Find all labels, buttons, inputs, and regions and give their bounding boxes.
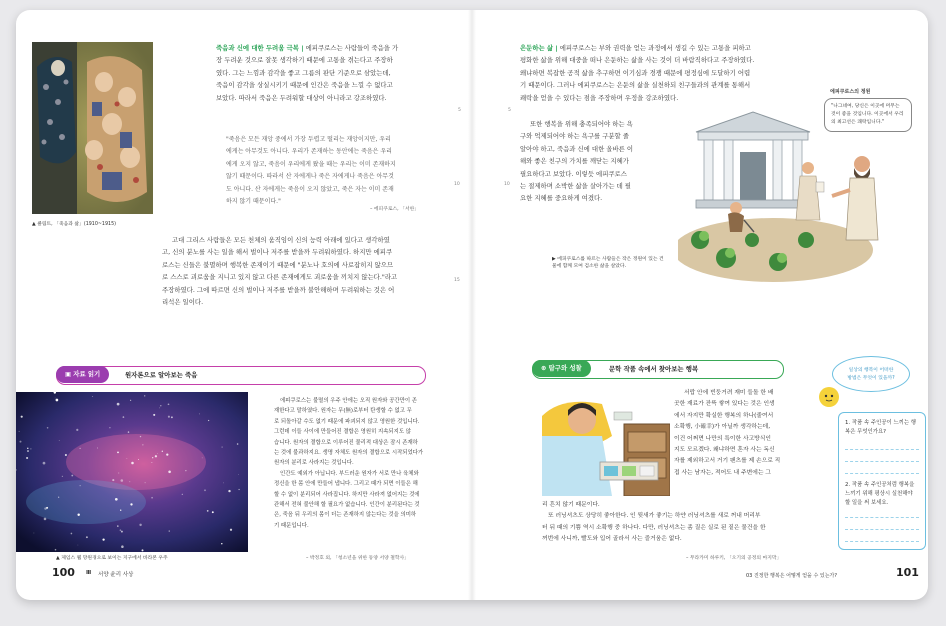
retreat-line: 평화한 삶을 위해 대중을 떠나 은둔하는 삶을 사는 것이 더 바람직하다고 주장하였다. — [520, 56, 755, 65]
star — [155, 455, 157, 457]
star — [238, 474, 239, 475]
star — [212, 511, 214, 513]
star — [120, 529, 122, 531]
retreat-line: 기 때문이다. 그러나 에피쿠로스는 은둔의 삶을 실천하되 친구들과의 관계를 통해서 — [520, 81, 751, 90]
star — [142, 444, 143, 445]
retreat-line: 은둔하는 삶 | 에피쿠로스는 부와 권력을 얻는 과정에서 생길 수 있는 고통을 피하고 — [520, 44, 751, 52]
story-line: 리 흔치 않기 때문이다. — [542, 502, 600, 508]
story-line: 자를 제외하고서 거기 팬츠를 제 손으로 직 — [674, 458, 781, 465]
gods-paragraph — [162, 234, 448, 308]
inquiry-box-title: 문학 작품 속에서 찾아보는 행복 — [609, 365, 699, 373]
intro-paragraph — [216, 42, 448, 104]
star — [117, 525, 119, 527]
intro-line: 보았다. 따라서 죽음은 두려워할 대상이 아니라고 강조하였다. — [216, 93, 387, 102]
star — [169, 531, 170, 532]
star — [168, 416, 170, 418]
line-number: 15 — [454, 278, 460, 283]
star — [129, 481, 130, 482]
story-text — [674, 388, 806, 479]
story-line: 터 뒤 때의 기쁨 역시 소확행 중 하나다. 다만, 러닝셔츠는 좀 질은 실로 된 짙은 물건을 한 — [542, 524, 766, 531]
answer-line-2[interactable] — [845, 461, 919, 462]
quote-line: 도 아니다. 산 자에게는 죽음이 오지 않았고, 죽은 자는 이미 존재 — [226, 185, 394, 193]
star — [208, 420, 209, 421]
star — [44, 518, 47, 521]
line-number: 10 — [454, 182, 460, 187]
story-line: 또 러닝셔츠도 상당히 좋아한다. 인 뒷새가 좋기는 하얀 러닝셔츠를 새로 꺼내 머리부 — [548, 513, 761, 520]
quote-line: "죽음은 모든 재앙 중에서 가장 두렵고 떨리는 재앙이지만, 우리 — [226, 136, 391, 143]
epicurus-quote — [226, 134, 446, 208]
story-line: 소확행, 小確幸)가 아닐까 생각하는데, — [674, 424, 771, 431]
star — [102, 538, 104, 540]
star — [131, 462, 134, 465]
star — [159, 408, 160, 409]
atomism-text — [274, 396, 444, 531]
story-line: 지도 모르겠다. 왜냐하면 혼자 사는 독신 — [674, 447, 775, 454]
star — [185, 470, 186, 471]
star — [204, 489, 206, 491]
bubble-line: 방법은 무엇이 있을까? — [847, 376, 895, 381]
intro-heading: 죽음과 신에 대한 두려움 극복 | — [216, 44, 304, 52]
textbook-spread — [16, 10, 928, 600]
galaxy-caption: ▲ 제임스 웹 망원경으로 보이는 지구에서 바라본 우주 — [56, 556, 168, 561]
star — [62, 476, 63, 477]
star — [71, 533, 73, 535]
answer-line-1[interactable] — [845, 449, 919, 450]
star — [152, 462, 153, 463]
star — [130, 503, 132, 505]
body-line: 고대 그리스 사람들은 모든 천체의 움직임이 신의 능력 아래에 있다고 생각하였 — [172, 236, 390, 244]
inquiry-box-tag: ⊕ 탐구와 성찰 — [532, 360, 591, 377]
box-line: 기 때문입니다. — [274, 522, 309, 529]
star — [140, 436, 141, 437]
footer-mark: Ⅲ — [86, 570, 92, 576]
body-line: 리석은 일이다. — [162, 298, 204, 307]
star — [27, 448, 28, 449]
retreat-heading: 은둔하는 삶 | — [520, 44, 558, 52]
wisdom-line: 또한 행복을 위해 충족되어야 하는 욕 — [530, 120, 633, 128]
reading-box-title: 원자론으로 알아보는 죽음 — [125, 371, 198, 379]
star — [71, 475, 73, 477]
story-line: 곳한 재료가 잔뜩 쌓여 있다는 것은 인생 — [674, 401, 775, 408]
star — [97, 448, 98, 449]
magnifier-icon: ⊕ — [541, 364, 549, 372]
page-number: 100 — [52, 566, 75, 579]
story-line: 접 사는 남자는, 적어도 내 주변에는 그 — [674, 469, 771, 476]
story-line: 에서 자지만 확실한 행복의 하나(줄여서 — [674, 412, 774, 419]
line-number: 5 — [508, 108, 511, 113]
star — [153, 414, 155, 416]
bubble-line: 일상의 행복이 어떠한 — [848, 368, 894, 373]
wisdom-line: 요한 지혜를 중요하게 여겼다. — [520, 194, 603, 203]
star — [109, 427, 110, 428]
question-2: 2. 작품 속 주인공처럼 행복을 느끼기 위해 평상시 실천해야 할 일을 써 보세요. — [845, 482, 915, 506]
question-panel — [838, 412, 926, 550]
star — [56, 399, 59, 402]
star — [142, 549, 144, 551]
star — [202, 458, 203, 459]
wisdom-line: 는 절제하며 소박한 삶을 살아가는 데 필 — [520, 182, 631, 191]
star — [112, 479, 114, 481]
star — [76, 429, 78, 431]
box-line: 원자의 분리로 사라지는 것입니다. — [274, 460, 354, 467]
star — [117, 403, 120, 406]
quote-line: 에게 오지 않고, 죽음이 우리에게 왔을 때는 우리는 이미 존재하지 — [226, 160, 396, 168]
star — [78, 545, 79, 546]
quote-line: 하지 않기 때문이다." — [226, 198, 281, 206]
reading-box-tag: ▣ 자료 읽기 — [56, 366, 109, 383]
star — [121, 545, 124, 548]
star — [157, 453, 158, 454]
star — [238, 489, 239, 490]
star — [127, 458, 128, 459]
galaxy-image — [16, 392, 248, 552]
star — [65, 454, 67, 456]
sun-character-icon — [818, 386, 840, 408]
star — [199, 413, 200, 414]
retreat-line: 쾌락을 얻을 수 있다는 점을 주장하며 우정을 강조하였다. — [520, 93, 679, 102]
body-line: 로스는 신들은 불멸하며 행복한 존재이기 때문에 "분노나 호의에 사로잡히지 않으므 — [162, 260, 394, 269]
footer-title: 서양 윤리 사상 — [98, 572, 134, 578]
star — [130, 400, 131, 401]
star — [80, 485, 81, 486]
star — [86, 536, 88, 538]
body-line: 로 스스로 괴로움을 지니고 있지 않고 다른 존재에게도 괴로움을 끼치지 않는다."라고 — [162, 273, 398, 282]
star — [77, 513, 79, 515]
answer-line-5[interactable] — [845, 529, 919, 530]
star — [145, 482, 146, 483]
wisdom-paragraph — [520, 118, 672, 205]
box-line: 인간도 예외가 아닙니다. 부드러운 원자가 서로 만나 육체와 — [280, 470, 419, 477]
star — [222, 447, 223, 448]
star — [182, 494, 183, 495]
star — [121, 531, 123, 533]
star — [117, 452, 119, 454]
star — [168, 403, 170, 405]
story-source: – 무라카미 하루키, 「오기의 공정의 마지막」 — [686, 556, 782, 561]
right-page — [472, 10, 928, 600]
quote-line: 않기 때문이다. 따라서 산 자에게나 죽은 자에게나 죽음은 아무것 — [226, 173, 394, 181]
box-line: 그런데 이들 사이에 만들어진 결합은 영원히 지속되지도 않 — [274, 429, 411, 436]
box-source: – 박정호 외, 「청소년을 위한 동양 서양 철학사」 — [306, 556, 409, 561]
star — [92, 396, 93, 397]
page-number: 101 — [896, 566, 919, 579]
star — [166, 453, 168, 455]
star — [152, 457, 153, 458]
box-line: 정신을 한 몸 안에 만들어 냅니다. 그리고 때가 되면 이들은 해 — [274, 481, 418, 488]
answer-line-6[interactable] — [845, 541, 919, 542]
inquiry-box-header — [532, 360, 784, 379]
star — [168, 471, 171, 474]
star — [221, 543, 222, 544]
star — [237, 443, 239, 445]
story-line: 꺼번에 사니까, 빨도와 입어 골라서 사는 즐거움은 없다. — [542, 536, 682, 543]
wisdom-line: 해와 좋은 친구의 가치를 깨닫는 지혜가 — [520, 157, 629, 166]
body-line: 고, 신의 분노를 사는 일을 해서 벌이나 저주를 받을까 두려워하였다. 하지만 에피쿠 — [162, 248, 393, 257]
retreat-line: 왜냐하면 복잡한 공적 삶을 추구하면 이기심과 경쟁 때문에 평정심에 도달하기 어렵 — [520, 68, 751, 77]
star — [144, 395, 145, 396]
star — [79, 448, 80, 449]
star — [162, 451, 163, 452]
left-page — [16, 10, 472, 600]
story-text-wide — [542, 500, 806, 546]
klimt-painting — [32, 42, 153, 214]
star — [21, 416, 23, 418]
intro-line: 였다. 그는 느낌과 감각을 좋고 그름의 판단 기준으로 삼았는데, — [216, 68, 391, 77]
star — [43, 462, 46, 465]
star — [30, 448, 31, 449]
star — [20, 441, 22, 443]
star — [46, 507, 48, 509]
story-line: 서랍 안에 빈둥거려 재미 들돌 한 배 — [684, 390, 774, 396]
story-line: 이건 어쩌면 나만의 특이한 사고방식인 — [674, 435, 771, 442]
star — [19, 431, 20, 432]
star — [139, 524, 141, 526]
star — [59, 440, 60, 441]
box-line: 는 것에 불과하지요. 생명 자체도 원자의 결합으로 시작되었다가 — [274, 450, 424, 457]
line-number: 10 — [504, 182, 510, 187]
answer-line-3[interactable] — [845, 473, 919, 474]
star — [27, 450, 29, 452]
star — [207, 510, 209, 512]
box-line: 관해서 전혀 불안해 할 필요가 없습니다. 인간이 분리된다는 것 — [274, 502, 420, 509]
question-1: 1. 작품 속 주인공이 느끼는 행복은 무엇인가요? — [845, 420, 916, 435]
line-number: 5 — [458, 108, 461, 113]
box-line: 로 되돌아갈 수도 없기 때문에 파괴되지 않고 영원한 것입니다. — [274, 418, 420, 425]
intro-line: 죽음과 신에 대한 두려움 극복 | 에피쿠로스는 사람들이 죽음을 가 — [216, 44, 399, 52]
footer-text: 03 진정한 행복은 어떻게 얻을 수 있는가? — [746, 573, 838, 579]
star — [228, 490, 230, 492]
wisdom-line: 알아야 하고, 죽음과 신에 대한 올바른 이 — [520, 144, 633, 153]
star — [26, 457, 28, 459]
star — [230, 529, 232, 531]
wisdom-line: 필요하다고 보았다. 이렇듯 에피쿠로스 — [520, 169, 627, 178]
star — [123, 416, 125, 418]
star — [121, 479, 124, 482]
quote-source: – 에피쿠로스, 「서한」 — [370, 207, 420, 212]
star — [151, 497, 153, 499]
intro-line: 죽음이 감각을 상실시키기 때문에 인간은 죽음을 느낄 수 없다고 — [216, 81, 393, 90]
star — [47, 427, 49, 429]
star — [128, 431, 129, 432]
star — [138, 459, 139, 460]
drawer-illustration — [542, 386, 670, 496]
box-line: 습니다. 원자의 결합으로 이루어진 물리적 대상은 잠시 존재하 — [274, 439, 418, 446]
star — [223, 483, 224, 484]
garden-speech-bubble: "나그네여, 당신은 이곳에 머무는 것이 좋을 것입니다. 이곳에서 우리의 최고선은 쾌락입니다." — [824, 98, 912, 132]
star — [115, 498, 118, 501]
star — [118, 473, 119, 474]
reading-box-header — [56, 366, 426, 385]
box-line: 할 수 없이 분리되어 사라집니다. 하지만 사라져 없어지는 것에 — [274, 491, 420, 498]
star — [171, 416, 173, 418]
star — [55, 549, 57, 551]
star — [55, 398, 56, 399]
book-icon: ▣ — [65, 370, 74, 378]
garden-caption: ▶ 에피쿠로스를 따르는 사람들은 작은 정원이 있는 건물에 함께 모여 검소한 삶을 살았다. — [552, 257, 664, 269]
quote-line: 에게는 아무것도 아니다. 우리가 존재하는 동안에는 죽음은 우리 — [226, 148, 392, 156]
intro-line: 장 두려운 것으로 잘못 생각하기 때문에 고통을 겪는다고 주장하 — [216, 56, 393, 65]
garden-label: 에피쿠로스의 정원 — [830, 89, 871, 95]
wisdom-line: 구와 억제되어야 하는 욕구를 구분할 줄 — [520, 132, 629, 141]
star — [160, 405, 161, 406]
star — [58, 497, 59, 498]
box-line: 에피쿠로스는 불멸의 우주 안에는 오직 원자와 공간만이 존 — [280, 398, 417, 404]
star — [34, 533, 35, 534]
box-line: 재한다고 말하였다. 원자는 무(無)로부터 탄생할 수 없고 무 — [274, 408, 412, 415]
painting-caption: ▲ 클림트, 「죽음과 삶」(1910~1915) — [32, 222, 116, 227]
box-line: 은, 죽음 뒤 우리의 몸이 더는 존재하지 않는다는 것을 의미하 — [274, 512, 417, 519]
answer-line-4[interactable] — [845, 517, 919, 518]
body-line: 주장하였다. 그에 따르면 신의 벌이나 저주를 받을까 불안해하며 두려워하는 것은 어 — [162, 285, 395, 294]
thinking-bubble — [832, 356, 910, 392]
star — [120, 510, 121, 511]
